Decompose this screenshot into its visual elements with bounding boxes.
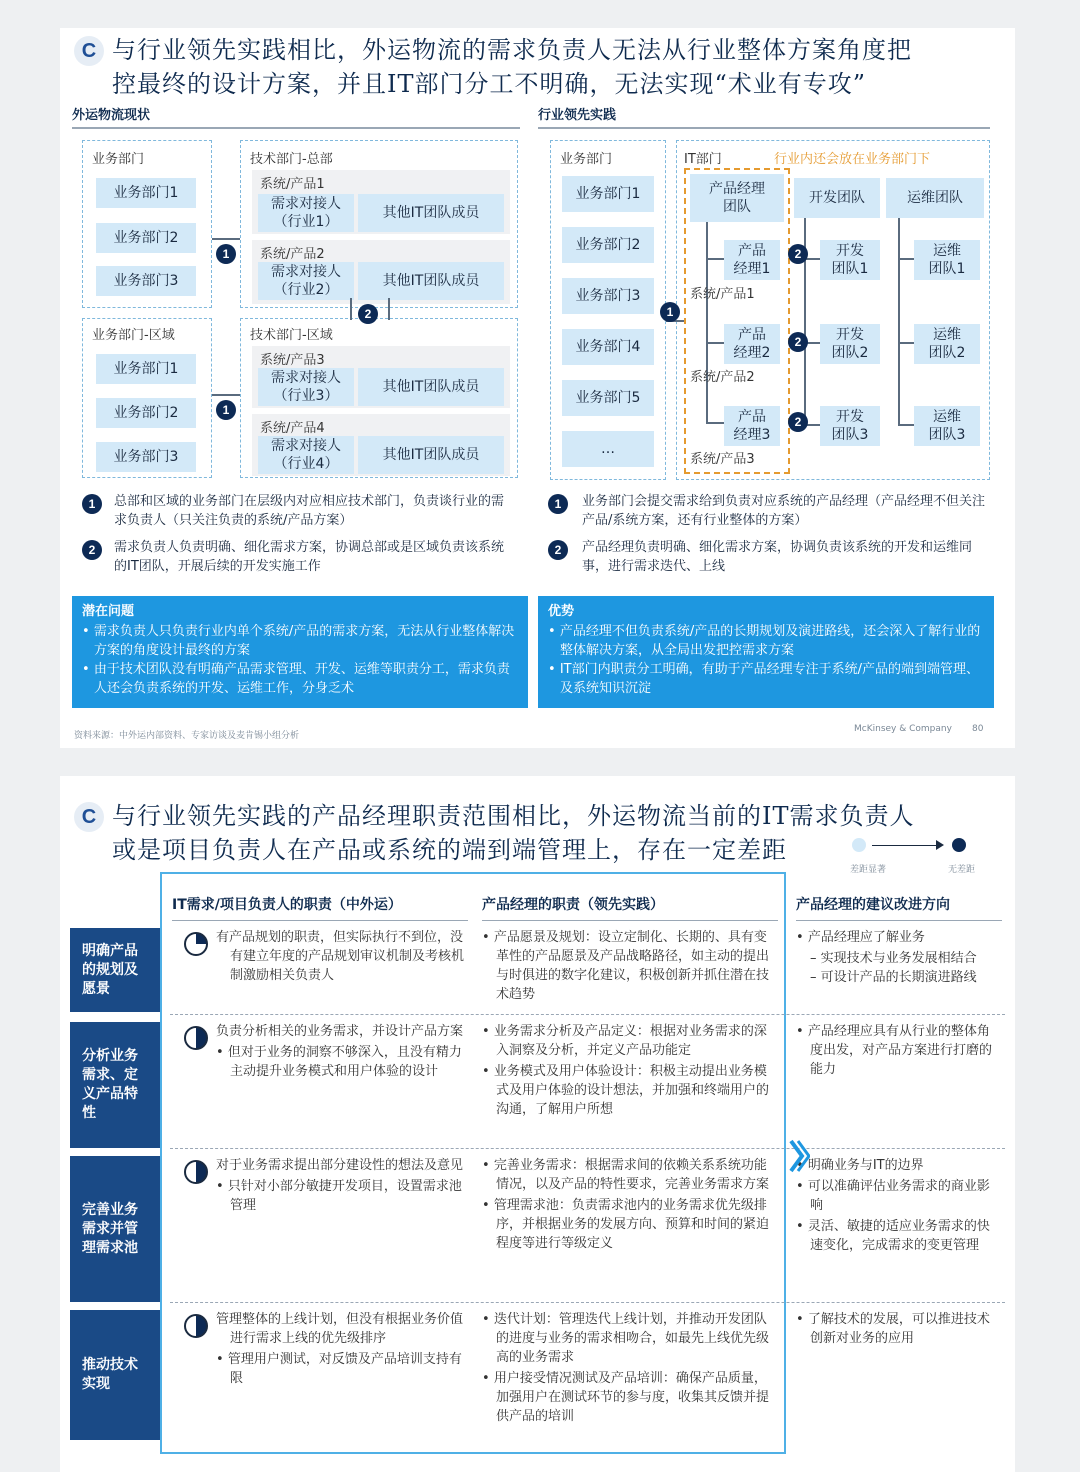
pm: 产品 经理1 [724,240,780,280]
row-separator [170,1148,1005,1149]
system-name: 系统/产品2 [260,247,325,262]
left-section-head: 外运物流现状 [72,104,520,129]
legend-arrow [872,845,942,846]
right-section-head: 行业领先实践 [538,104,990,129]
tree-line [898,218,900,424]
biz-dept-label: 业务部门 [560,152,613,167]
legend-gap-dot [852,838,866,852]
bullet: • 管理用户测试，对反馈及产品培训支持有限 [216,1352,462,1386]
chevron-right-icon [788,1138,810,1174]
problem-panel [72,596,528,708]
biz-dept: 业务部门4 [562,329,654,365]
cell-improve [796,928,1002,987]
tree-line [706,222,708,422]
page-number: 80 [972,724,984,734]
advantage-item: • 产品经理不但负责系统/产品的长期规划及演进路线，还会深入了解行业的整体解决方案，从全局出发把控需求方案 [548,624,981,658]
region-dept: 业务部门3 [96,442,196,472]
other-it-team: 其他IT团队成员 [358,368,504,406]
it-dept-note: 行业内还会放在业务部门下 [774,152,931,167]
bullet: • 管理需求池：负责需求池内的业务需求优先级排序，并根据业务的发展方向、预算和时间的紧迫程度等进行等级定义 [482,1198,770,1251]
hq-dept: 业务部门1 [96,178,196,208]
marker-1: 1 [660,302,680,322]
pm: 产品 经理3 [724,406,780,446]
sub-bullet: – 实现技术与业务发展相结合 [810,951,977,966]
cell-current [216,1310,468,1390]
bullet: • 产品经理应具有从行业的整体角度出发，对产品方案进行打磨的能力 [796,1024,993,1077]
req-contact: 需求对接人 （行业4） [258,436,354,474]
bullet: • 用户接受情况测试及产品培训：确保产品质量，加强用户在测试环节的参与度，收集其反馈并提供产品的培训 [482,1371,770,1424]
bullet: • 灵活、敏捷的适应业务需求的快速变化，完成需求的变更管理 [796,1219,990,1253]
tech-hq-label: 技术部门-总部 [250,152,333,167]
system-label: 系统/产品1 [690,287,755,302]
bullet: 对于业务需求提出部分建设性的想法及意见 [216,1158,464,1173]
bullet: • 迭代计划：管理迭代上线计划，并推动开发团队的进度与业务的需求相吻合，如最先上线优先级高的业务需求 [482,1312,770,1365]
system-label: 系统/产品3 [690,452,755,467]
cell-best [482,1156,778,1255]
row-label: 完善业务需求并管理需求池 [70,1156,160,1302]
bullet: • 业务需求分析及产品定义：根据对业务需求的深入洞察及分析，并定义产品功能定 [482,1024,767,1058]
legend-full-dot [952,838,966,852]
marker-2: 2 [788,332,808,352]
dev-team: 开发团队 [794,178,880,218]
bullet: • 可以准确评估业务需求的商业影响 [796,1179,990,1213]
other-it-team: 其他IT团队成员 [358,262,504,300]
section-badge: C [74,36,104,66]
hq-business-label: 业务部门 [92,152,145,167]
bullet: 负责分析相关的业务需求，并设计产品方案 [216,1024,464,1039]
bullet: 管理整体的上线计划，但没有根据业务价值进行需求上线的优先级排序 [216,1312,464,1346]
marker-2: 2 [788,412,808,432]
region-business-label: 业务部门-区域 [92,328,175,343]
req-contact: 需求对接人 （行业3） [258,368,354,406]
biz-dept: 业务部门3 [562,278,654,314]
note-number: 2 [548,540,568,560]
bullet: • 业务模式及用户体验设计：积极主动提出业务模式及用户体验的设计想法，并加强和终端用户的沟通，了解用户所想 [482,1064,770,1117]
cell-best [482,928,778,1006]
note-number: 1 [548,494,568,514]
hq-dept: 业务部门2 [96,223,196,253]
it-dept-label: IT部门 [684,152,722,167]
row-separator [170,1014,1005,1015]
problem-head: 潜在问题 [82,604,135,619]
row-separator [170,1302,1005,1303]
slide-title-line1: 与行业领先实践相比，外运物流的需求负责人无法从行业整体方案角度把 [112,36,912,64]
hq-dept: 业务部门3 [96,266,196,296]
cell-best [482,1022,778,1121]
note-text: 需求负责人负责明确、细化需求方案，协调总部或是区域负责该系统的IT团队，开展后续的开发实施工作 [114,540,505,574]
cell-current [216,1156,468,1217]
slide-title-line2: 或是项目负责人在产品或系统的端到端管理上，存在一定差距 [112,836,787,864]
footer-brand: McKinsey & Company [854,724,952,734]
gap-harvey-ball [184,932,208,956]
bullet: • 明确业务与IT的边界 [796,1158,924,1173]
cell-best [482,1310,778,1428]
region-dept: 业务部门2 [96,398,196,428]
note-number: 2 [82,540,102,560]
req-contact: 需求对接人 （行业2） [258,262,354,300]
slide-pm-gap [60,776,1015,1472]
other-it-team: 其他IT团队成员 [358,194,504,232]
advantage-head: 优势 [548,604,575,619]
legend-right-label: 无差距 [948,865,976,875]
dev: 开发 团队3 [820,406,880,446]
gap-harvey-ball [184,1160,208,1184]
bullet: • 只针对小部分敏捷开发项目，设置需求池管理 [216,1179,462,1213]
cell-current [216,1022,468,1083]
system-name: 系统/产品4 [260,421,325,436]
connector [350,298,352,320]
bullet: • 了解技术的发展，可以推进技术创新对业务的应用 [796,1312,990,1346]
ops-team: 运维团队 [886,178,984,218]
note-text: 业务部门会提交需求给到负责对应系统的产品经理（产品经理不但关注产品/系统方案，还有行业整体的方案） [582,494,986,528]
pm: 产品 经理2 [724,324,780,364]
marker-1: 1 [216,244,236,264]
marker-2: 2 [788,244,808,264]
system-label: 系统/产品2 [690,370,755,385]
note-number: 1 [82,494,102,514]
connector [212,394,240,396]
note-text: 总部和区域的业务部门在层级内对应相应技术部门，负责谈行业的需求负责人（只关注负责的系统/产品方案） [114,494,505,528]
section-badge: C [74,802,104,832]
legend-left-label: 差距显著 [850,865,887,875]
cell-current [216,928,468,987]
biz-dept: 业务部门1 [562,176,654,212]
biz-dept: … [562,431,654,467]
advantage-item: • IT部门内职责分工明确，有助于产品经理专注于系统/产品的端到端管理、及系统知识沉淀 [548,662,979,696]
marker-1: 1 [216,400,236,420]
row-label: 分析业务需求、定义产品特性 [70,1022,160,1148]
biz-dept: 业务部门5 [562,380,654,416]
other-it-team: 其他IT团队成员 [358,436,504,474]
gap-harvey-ball [184,1314,208,1338]
col-head-improve: 产品经理的建议改进方向 [796,894,1002,921]
ops: 运维 团队1 [914,240,980,280]
problem-item: • 由于技术团队没有明确产品需求管理、开发、运维等职责分工，需求负责人还会负责系统的开发、运维工作，分身乏术 [82,662,510,696]
row-label: 推动技术实现 [70,1310,160,1440]
cell-improve [796,1310,1002,1350]
connector [212,238,240,240]
dev: 开发 团队1 [820,240,880,280]
source-note: 资料来源：中外运内部资料、专家访谈及麦肯锡小组分析 [74,731,300,741]
system-name: 系统/产品1 [260,177,325,192]
slide-org-comparison [60,28,1015,748]
ops: 运维 团队2 [914,324,980,364]
col-head-best: 产品经理的职责（领先实践） [482,894,778,921]
gap-harvey-ball [184,1026,208,1050]
connector [388,298,390,320]
col-head-current: IT需求/项目负责人的职责（中外运） [172,894,468,921]
system-name: 系统/产品3 [260,353,325,368]
tech-region-label: 技术部门-区域 [250,328,333,343]
slide-title-line1: 与行业领先实践的产品经理职责范围相比，外运物流当前的IT需求负责人 [112,802,915,830]
row-label: 明确产品的规划及愿景 [70,928,160,1012]
region-dept: 业务部门1 [96,354,196,384]
bullet: • 完善业务需求：根据需求间的依赖关系系统功能情况，以及产品的特性要求，完善业务需求方案 [482,1158,770,1192]
advantage-panel [538,596,994,708]
slide-title-line2: 控最终的设计方案，并且IT部门分工不明确，无法实现“术业有专攻” [112,70,867,98]
bullet: • 但对于业务的洞察不够深入，且没有精力主动提升业务模式和用户体验的设计 [216,1045,462,1079]
bullet: 有产品规划的职责，但实际执行不到位，没有建立年度的产品规划审议机制及考核机制激励相关负责人 [216,930,465,983]
marker-2: 2 [358,304,378,324]
pm-team: 产品经理 团队 [690,174,784,222]
biz-dept: 业务部门2 [562,227,654,263]
sub-bullet: – 可设计产品的长期演进路线 [810,970,977,985]
cell-improve [796,1022,1002,1081]
note-text: 产品经理负责明确、细化需求方案，协调负责该系统的开发和运维同事，进行需求迭代、上线 [582,540,973,574]
req-contact: 需求对接人 （行业1） [258,194,354,232]
bullet: • 产品愿景及规划：设立定制化、长期的、具有变革性的产品愿景及产品战略路径，如主动的提出与时俱进的数字化建议，积极创新并抓住潜在技术趋势 [482,930,770,1002]
problem-item: • 需求负责人只负责行业内单个系统/产品的需求方案，无法从行业整体解决方案的角度设计最终的方案 [82,624,515,658]
bullet: • 产品经理应了解业务 [796,930,925,945]
ops: 运维 团队3 [914,406,980,446]
dev: 开发 团队2 [820,324,880,364]
cell-improve [796,1156,1002,1257]
